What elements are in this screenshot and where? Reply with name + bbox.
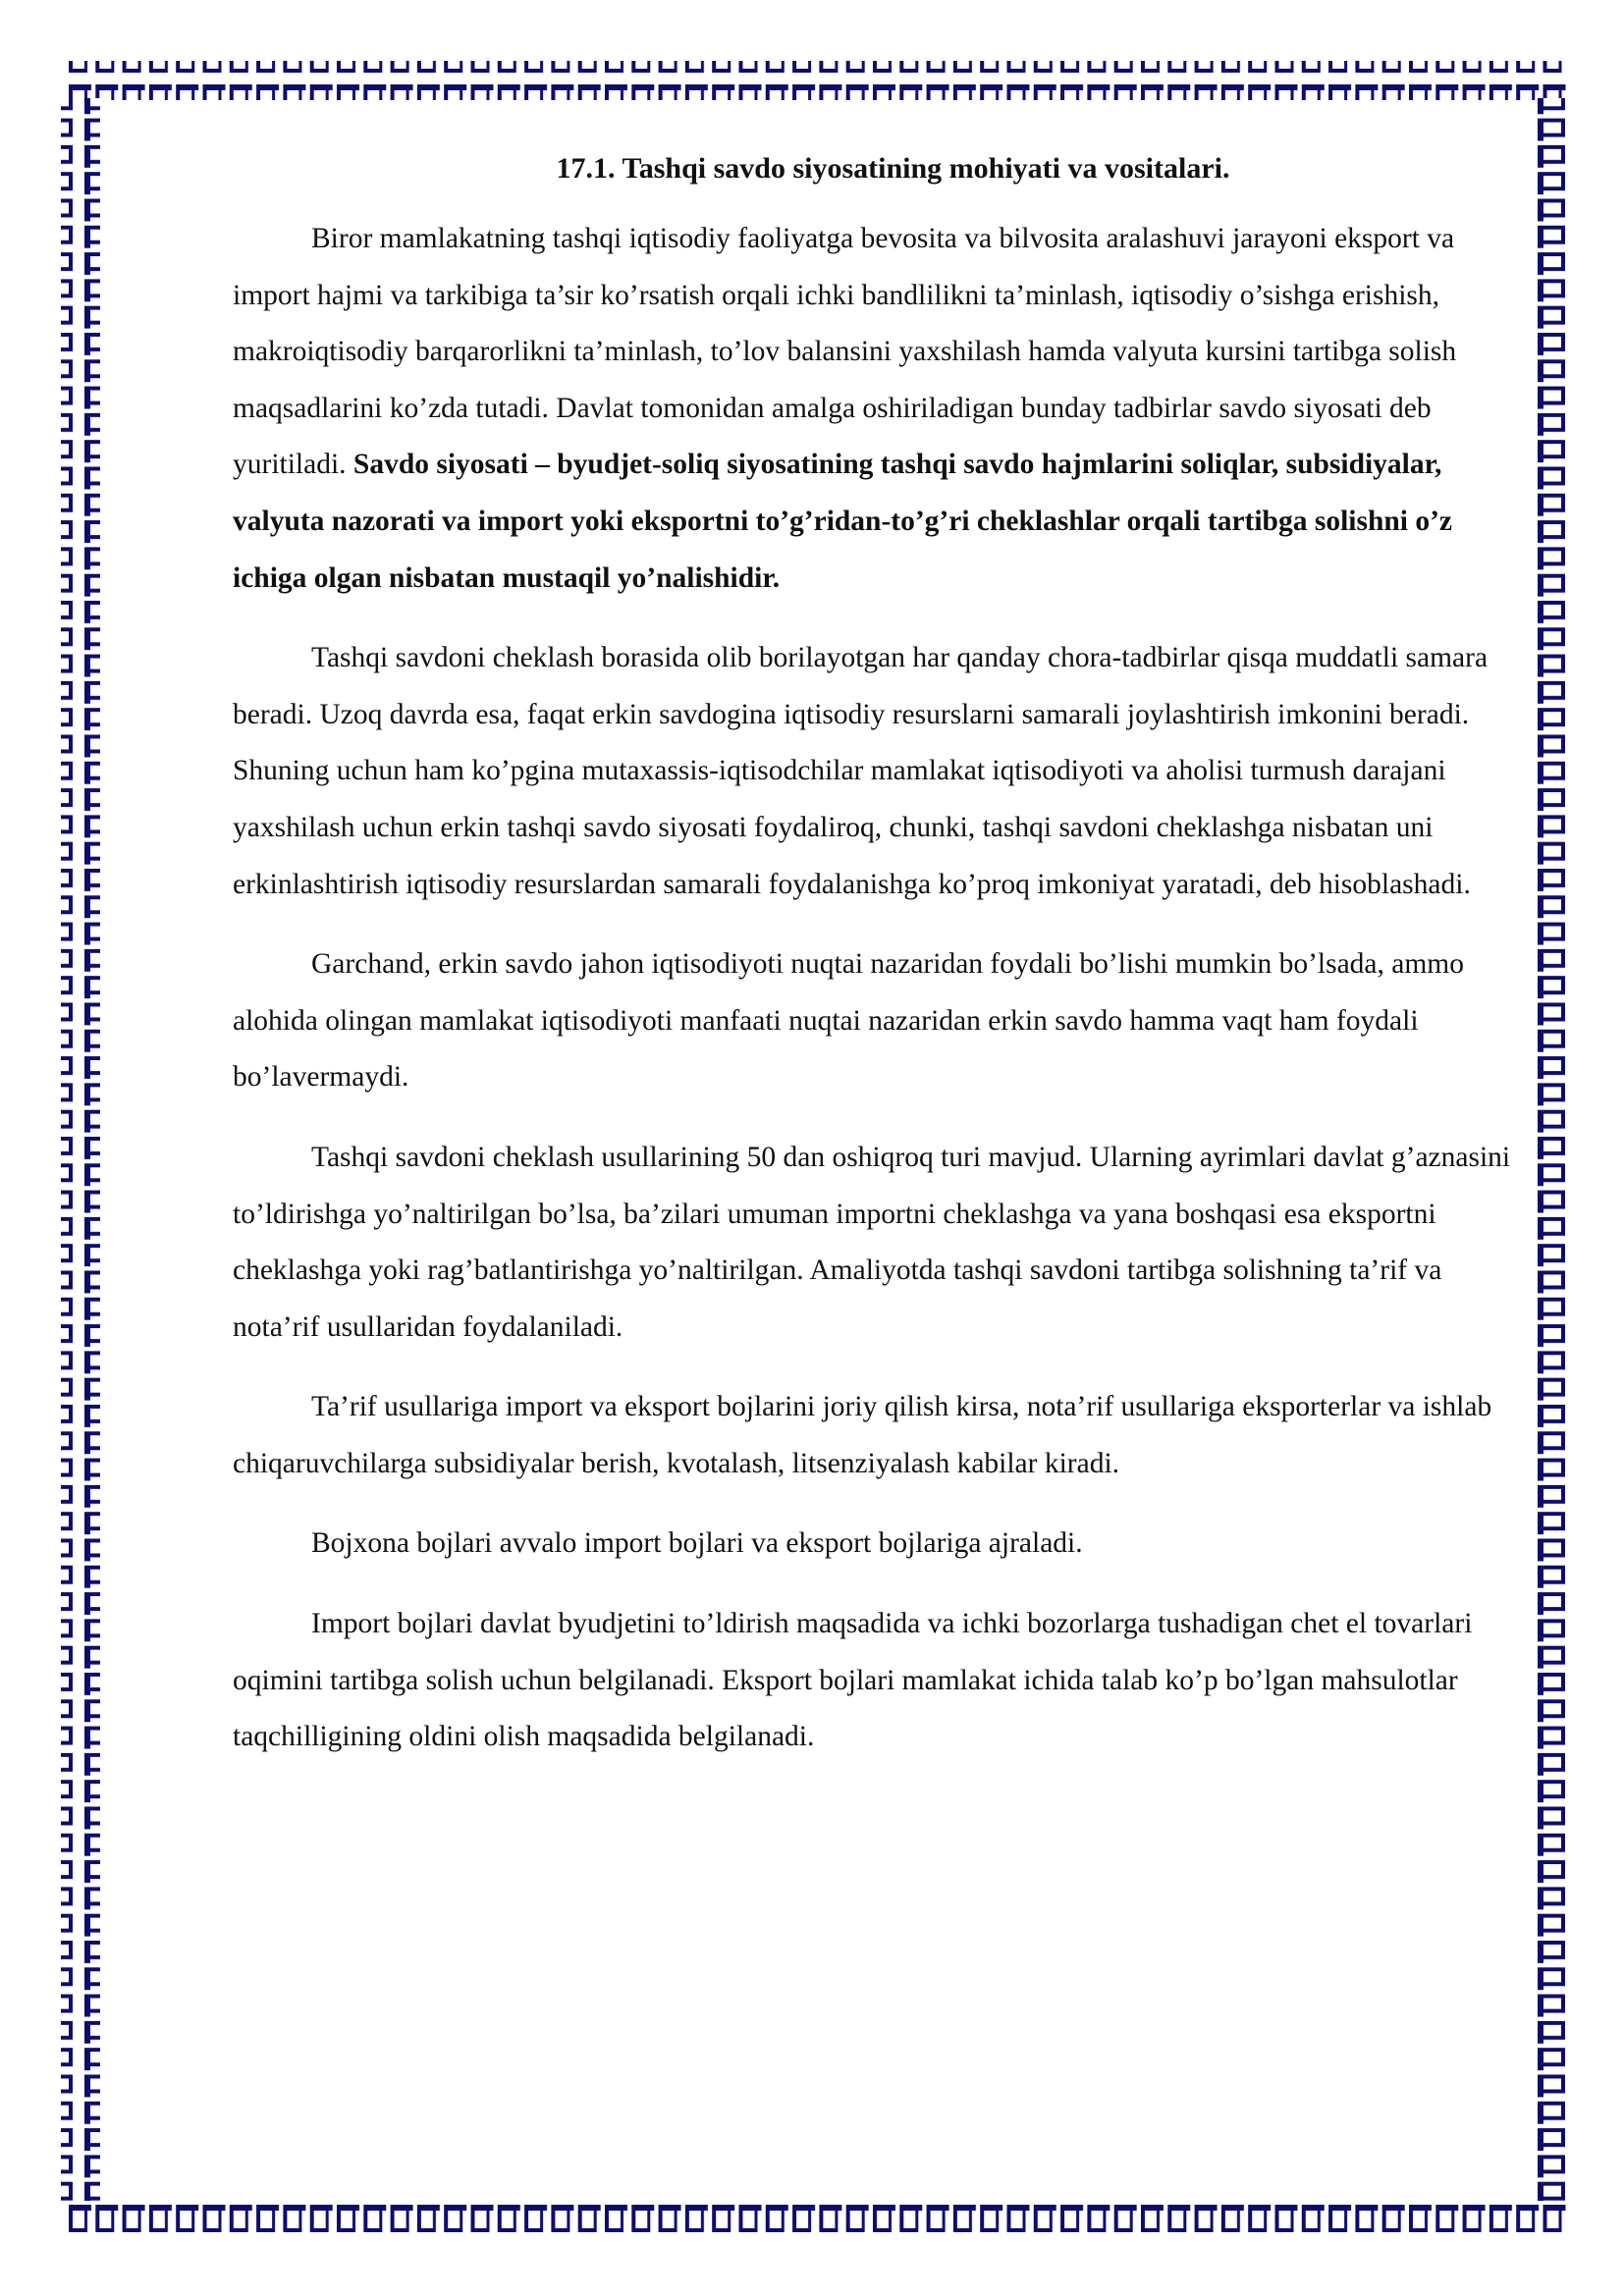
paragraph-6: Bojxona bojlari avvalo import bojlari va eksport bojlariga ajraladi. <box>311 1527 1083 1560</box>
border-left <box>61 98 100 2201</box>
paragraph-3: Garchand, erkin savdo jahon iqtisodiyoti nuqtai nazaridan foydali bo’lishi mumkin bo’lsada, ammo alohida olingan mamlakat iqtisodiyoti manfaati nuqtai nazaridan erkin savdo hamma vaqt ham foydali bo’lavermaydi. <box>233 948 1465 1094</box>
paragraph-5: Ta’rif usullariga import va eksport bojlarini joriy qilish kirsa, nota’rif usullariga eksporterlar va ishlab chiqaruvchilarga subsidiyalar berish, kvotalash, litsenziyalash kabilar kiradi. <box>233 1391 1492 1479</box>
border-right <box>1532 98 1571 2201</box>
paragraph-2: Tashqi savdoni cheklash borasida olib borilayotgan har qanday chora-tadbirlar qisqa muddatli samara beradi. Uzoq davrda esa, faqat erkin savdogina iqtisodiy resurslarni samarali joylashtirish imkonini beradi. Shuning uchun ham ko’pgina mutaxassis-iqtisodchilar mamlakat iqtisodiyoti va aholisi turmush darajani yaxshilash uchun erkin tashqi savdo siyosati foydaliroq, chunki, tashqi savdoni cheklashga nisbatan uni erkinlashtirish iqtisodiy resurslardan samarali foydalanishga ko’proq imkoniyat yaratadi, deb hisoblashadi. <box>233 642 1489 900</box>
paragraph-1 <box>233 211 1519 607</box>
section-heading: 17.1. Tashqi savdo siyosatining mohiyati va vositalari. <box>556 152 1230 185</box>
document-body <box>233 152 1519 1789</box>
paragraph-1-text: Biror mamlakatning tashqi iqtisodiy faoliyatga bevosita va bilvosita aralashuvi jarayoni eksport va import hajmi va tarkibiga ta’sir ko’rsatish orqali ichki bandlilikni ta’minlash, iqtisodiy o’sishga erishish, makroiqtisodiy barqarorlikni ta’minlash, to’lov balansini yaxshilash hamda valyuta kursini tartibga solish maqsadlarini ko’zda tutadi. Davlat tomonidan amalga oshiriladigan bunday tadbirlar savdo siyosati deb yuritiladi. <box>233 223 1457 481</box>
paragraph-1-bold-definition: Savdo siyosati – byudjet-soliq siyosatining tashqi savdo hajmlarini soliqlar, subsidiyalar, valyuta nazorati va import yoki eksportni to’g’ridan-to’g’ri cheklashlar orqali tartibga solishni o’z ichiga olgan nisbatan mustaqil yo’nalishidir. <box>233 449 1452 594</box>
paragraph-7: Import bojlari davlat byudjetini to’ldirish maqsadida va ichki bozorlarga tushadigan chet el tovarlari oqimini tartibga solish uchun belgilanadi. Eksport bojlari mamlakat ichida talab ko’p bo’lgan mahsulotlar taqchilligining oldini olish maqsadida belgilanadi. <box>233 1608 1473 1753</box>
paragraph-4: Tashqi savdoni cheklash usullarining 50 dan oshiqroq turi mavjud. Ularning ayrimlari davlat g’aznasini to’ldirishga yo’naltirilgan bo’lsa, ba’zilari umuman importni cheklashga va yana boshqasi esa eksportni cheklashga yoki rag’batlantirishga yo’naltirilgan. Amaliyotda tashqi savdoni tartibga solishning ta’rif va nota’rif usullaridan foydalaniladi. <box>233 1141 1511 1343</box>
border-bottom <box>67 2199 1569 2238</box>
border-top <box>67 61 1569 100</box>
